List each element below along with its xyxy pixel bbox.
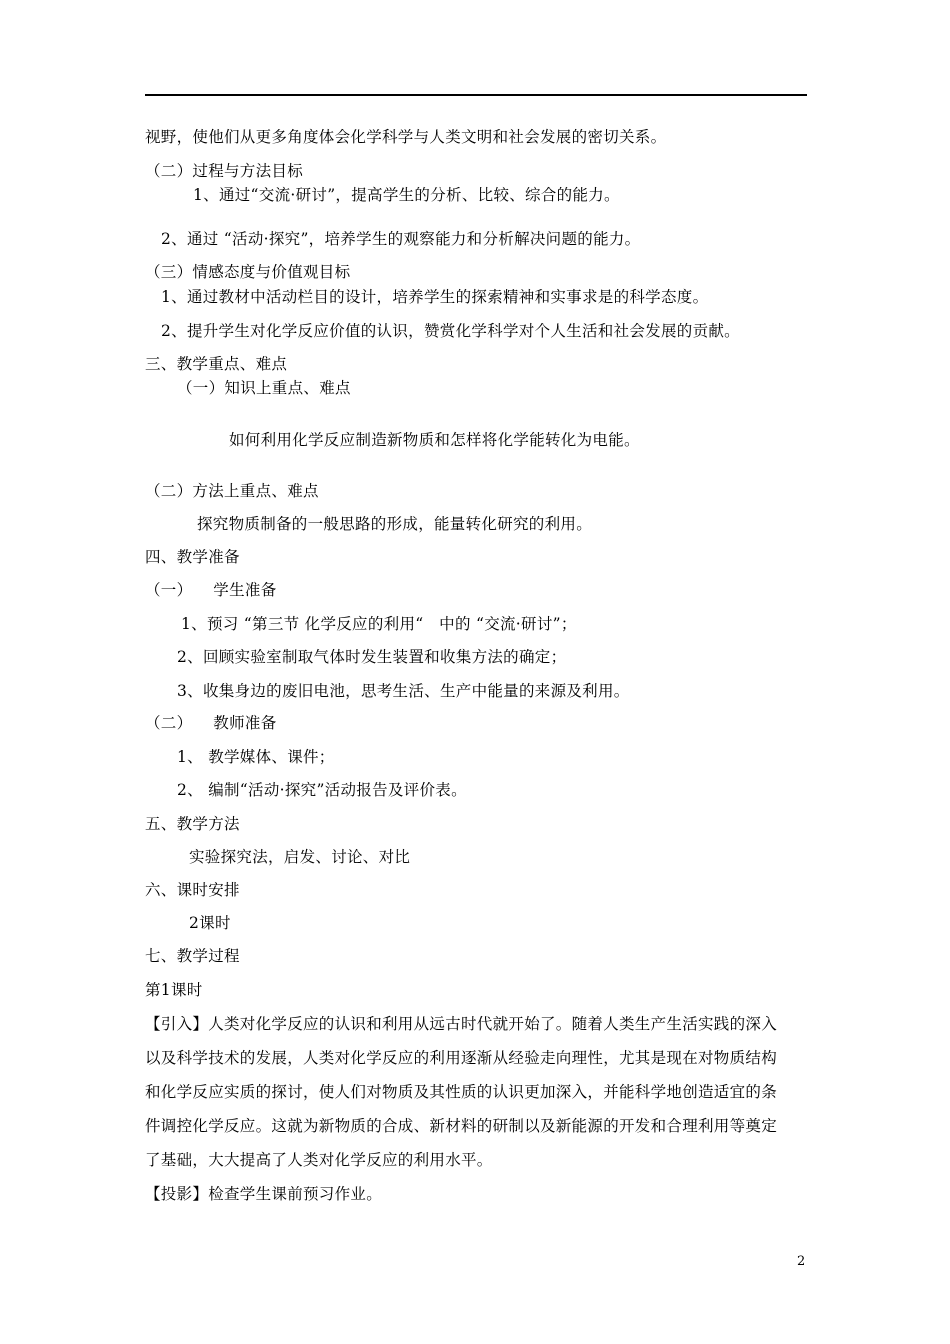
text-line: 探究物质制备的一般思路的形成，能量转化研究的利用。 — [197, 515, 593, 533]
section-heading: 六、课时安排 — [145, 881, 240, 899]
text-line: 实验探究法，启发、讨论、对比 — [189, 848, 411, 866]
subsection-heading: （二）方法上重点、难点 — [145, 482, 319, 500]
subsection-heading: （二） 教师准备 — [145, 714, 277, 732]
text-line: 如何利用化学反应制造新物质和怎样将化学能转化为电能。 — [229, 431, 640, 449]
text-line: 2课时 — [189, 914, 231, 932]
text-line: 2、提升学生对化学反应价值的认识，赞赏化学科学对个人生活和社会发展的贡献。 — [161, 322, 740, 340]
page-number: 2 — [797, 1254, 806, 1269]
paragraph-line: 件调控化学反应。这就为新物质的合成、新材料的研制以及新能源的开发和合理利用等奠定 — [145, 1117, 778, 1135]
text-line: 2、通过 “活动·探究”，培养学生的观察能力和分析解决问题的能力。 — [161, 230, 641, 248]
text-line: 第1课时 — [145, 981, 203, 999]
section-heading: （二）过程与方法目标 — [145, 162, 304, 180]
section-heading: 三、教学重点、难点 — [145, 355, 288, 373]
paragraph-line: 了基础，大大提高了人类对化学反应的利用水平。 — [145, 1151, 493, 1169]
text-line: 3、收集身边的废旧电池，思考生活、生产中能量的来源及利用。 — [177, 682, 630, 700]
text-line: 2、回顾实验室制取气体时发生装置和收集方法的确定； — [177, 648, 567, 666]
section-heading: 七、教学过程 — [145, 947, 240, 965]
section-heading: 五、教学方法 — [145, 815, 240, 833]
text-line: 【投影】检查学生课前预习作业。 — [145, 1185, 383, 1203]
text-line: 视野，使他们从更多角度体会化学科学与人类文明和社会发展的密切关系。 — [145, 128, 667, 146]
text-line: 2、 编制“活动·探究”活动报告及评价表。 — [177, 781, 467, 799]
text-line: 1、 教学媒体、课件； — [177, 748, 335, 766]
subsection-heading: （一） 学生准备 — [145, 581, 277, 599]
section-heading: 四、教学准备 — [145, 548, 240, 566]
paragraph-line: 【引入】人类对化学反应的认识和利用从远古时代就开始了。随着人类生产生活实践的深入 — [145, 1015, 778, 1033]
subsection-heading: （一）知识上重点、难点 — [177, 379, 351, 397]
section-heading: （三）情感态度与价值观目标 — [145, 263, 351, 281]
header-rule — [145, 94, 807, 96]
text-line: 1、通过教材中活动栏目的设计，培养学生的探索精神和实事求是的科学态度。 — [161, 288, 709, 306]
text-line: 1、预习 “第三节 化学反应的利用“ 中的 “交流·研讨”； — [181, 615, 577, 633]
paragraph-line: 以及科学技术的发展，人类对化学反应的利用逐渐从经验走向理性，尤其是现在对物质结构 — [145, 1049, 778, 1067]
text-line: 1、通过“交流·研讨”，提高学生的分析、比较、综合的能力。 — [193, 186, 620, 204]
paragraph-line: 和化学反应实质的探讨，使人们对物质及其性质的认识更加深入，并能科学地创造适宜的条 — [145, 1083, 778, 1101]
